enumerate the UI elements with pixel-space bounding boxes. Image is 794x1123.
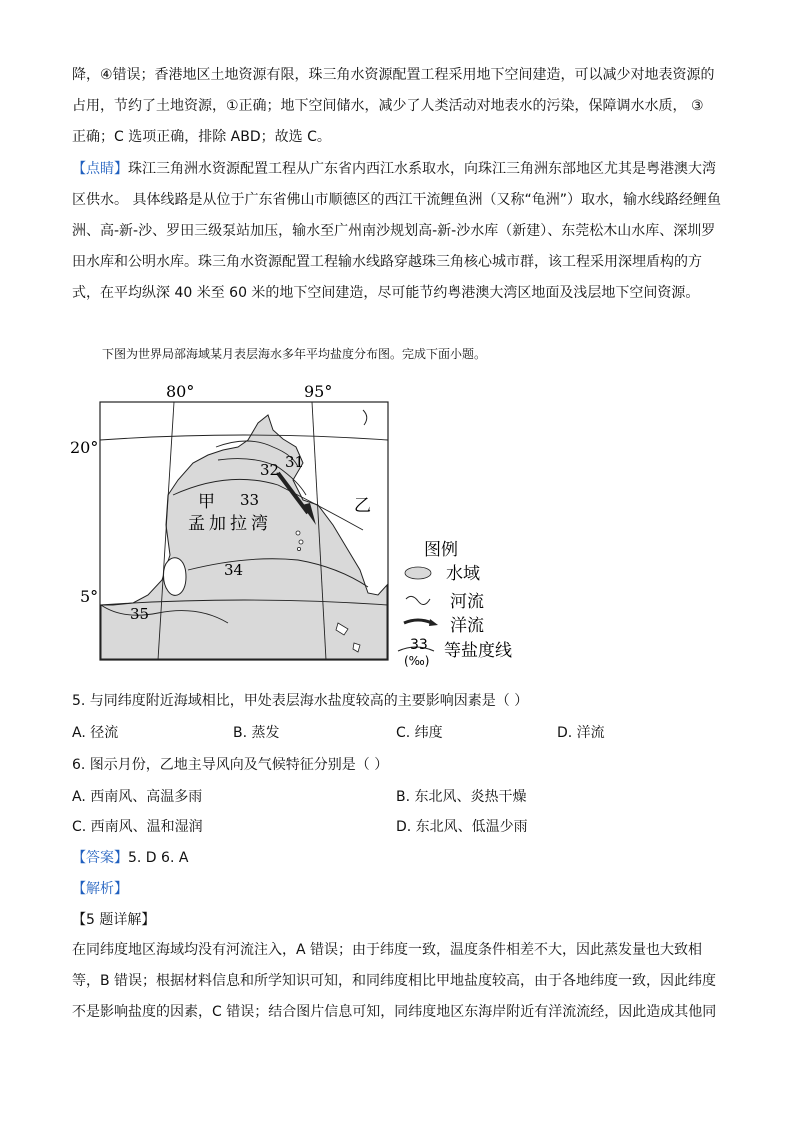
island [296,531,300,535]
q6-option-d[interactable]: D. 东北风、低温少雨 [396,819,528,835]
text-line: 洲、高-新-沙、罗田三级泵站加压，输水至广州南沙规划高-新-沙水库（新建）、东莞松木山水库、深圳罗 [72,223,716,239]
text-line: 等，B 错误；根据材料信息和所学知识可知，和同纬度相比甲地盐度较高，由于各地纬度一致，因此纬度 [72,973,717,989]
explanation-paragraph [72,60,724,153]
q5-option-a[interactable]: A. 径流 [72,725,119,741]
q5-detail-tag: 【5 题详解】 [72,912,156,928]
legend-isoline-value: 33 [410,637,428,653]
q5-option-c[interactable]: C. 纬度 [396,725,443,741]
dianjing-paragraph [72,154,724,309]
text-line [72,154,724,185]
legend-river-icon [406,596,430,604]
q5-option-b[interactable]: B. 蒸发 [233,725,280,741]
map-legend [398,540,512,668]
q5-detail-paragraph [72,935,724,1028]
label-yi: 乙 [354,496,371,516]
q6-option-b[interactable]: B. 东北风、炎热干燥 [396,789,527,805]
legend-current-icon [404,620,432,623]
q6-option-a[interactable]: A. 西南风、高温多雨 [72,789,203,805]
dianjing-tag: 【点睛】 [72,161,128,177]
legend-water-label: 水域 [446,564,480,584]
question-intro: 下图为世界局部海域某月表层海水多年平均盐度分布图。完成下面小题。 [102,347,487,361]
lon-label-80: 80° [166,382,195,401]
answer-text: 5. D 6. A [128,850,189,866]
legend-current-label: 洋流 [450,616,484,636]
lat-label-20: 20° [70,438,99,457]
island [299,540,303,544]
text-line: 不是影响盐度的因素，C 错误；结合图片信息可知，同纬度地区东海岸附近有洋流流经，因此造成其他同 [72,1004,717,1020]
analysis-tag: 【解析】 [72,881,128,897]
answer-row [72,847,188,867]
text-line: 田水库和公明水库。珠三角水资源配置工程输水线路穿越珠三角核心城市群，该工程采用深埋盾构的方 [72,254,702,270]
q6-option-c[interactable]: C. 西南风、温和湿润 [72,819,203,835]
isoline-label-31: 31 [285,453,305,471]
q5-option-d[interactable]: D. 洋流 [557,725,605,741]
isoline-label-33: 33 [240,491,260,509]
text-line: 占用，节约了土地资源，①正确；地下空间储水，减少了人类活动对地表水的污染，保障调水水质， ③ [72,98,704,114]
legend-isoline-unit: (‰) [404,654,430,668]
island [297,547,300,550]
text-line: 区供水。 具体线路是从位于广东省佛山市顺德区的西江干流鲤鱼洲（又称“龟洲”）取水，输水线路经鲤鱼 [72,192,721,208]
dianjing-line-1: 珠江三角洲水资源配置工程从广东省内西江水系取水，向珠江三角洲东部地区尤其是粤港澳大湾 [128,161,716,177]
legend-water-swatch [405,567,431,579]
isoline-label-32: 32 [260,461,280,479]
text-line: 在同纬度地区海域均没有河流注入，A 错误；由于纬度一致，温度条件相差不大，因此蒸发量也大致相 [72,942,703,958]
legend-title: 图例 [424,540,458,560]
island [164,558,187,596]
text-line: 正确；C 选项正确，排除 ABD；故选 C。 [72,129,331,145]
isoline-label-34: 34 [224,561,244,579]
label-jia: 甲 [198,492,215,512]
legend-isoline-label: 等盐度线 [444,641,512,661]
answer-tag: 【答案】 [72,850,128,866]
text-line: 式，在平均纵深 40 米至 60 米的地下空间建造，尽可能节约粤港澳大湾区地面及浅层地下空间资源。 [72,285,700,301]
isoline-label-35: 35 [130,605,150,623]
legend-river-label: 河流 [450,592,484,612]
lon-label-95: 95° [304,382,333,401]
salinity-map [70,355,530,668]
legend-current-arrowhead [429,619,438,626]
label-bay-of-bengal: 孟加拉湾 [188,514,272,534]
question-5-stem: 5. 与同纬度附近海域相比，甲处表层海水盐度较高的主要影响因素是（ ） [72,693,529,709]
lat-label-5: 5° [80,587,99,606]
question-6-stem: 6. 图示月份，乙地主导风向及气候特征分别是（ ） [72,757,389,773]
text-line: 降，④错误；香港地区土地资源有限，珠三角水资源配置工程采用地下空间建造，可以减少对地表资源的 [72,67,715,83]
